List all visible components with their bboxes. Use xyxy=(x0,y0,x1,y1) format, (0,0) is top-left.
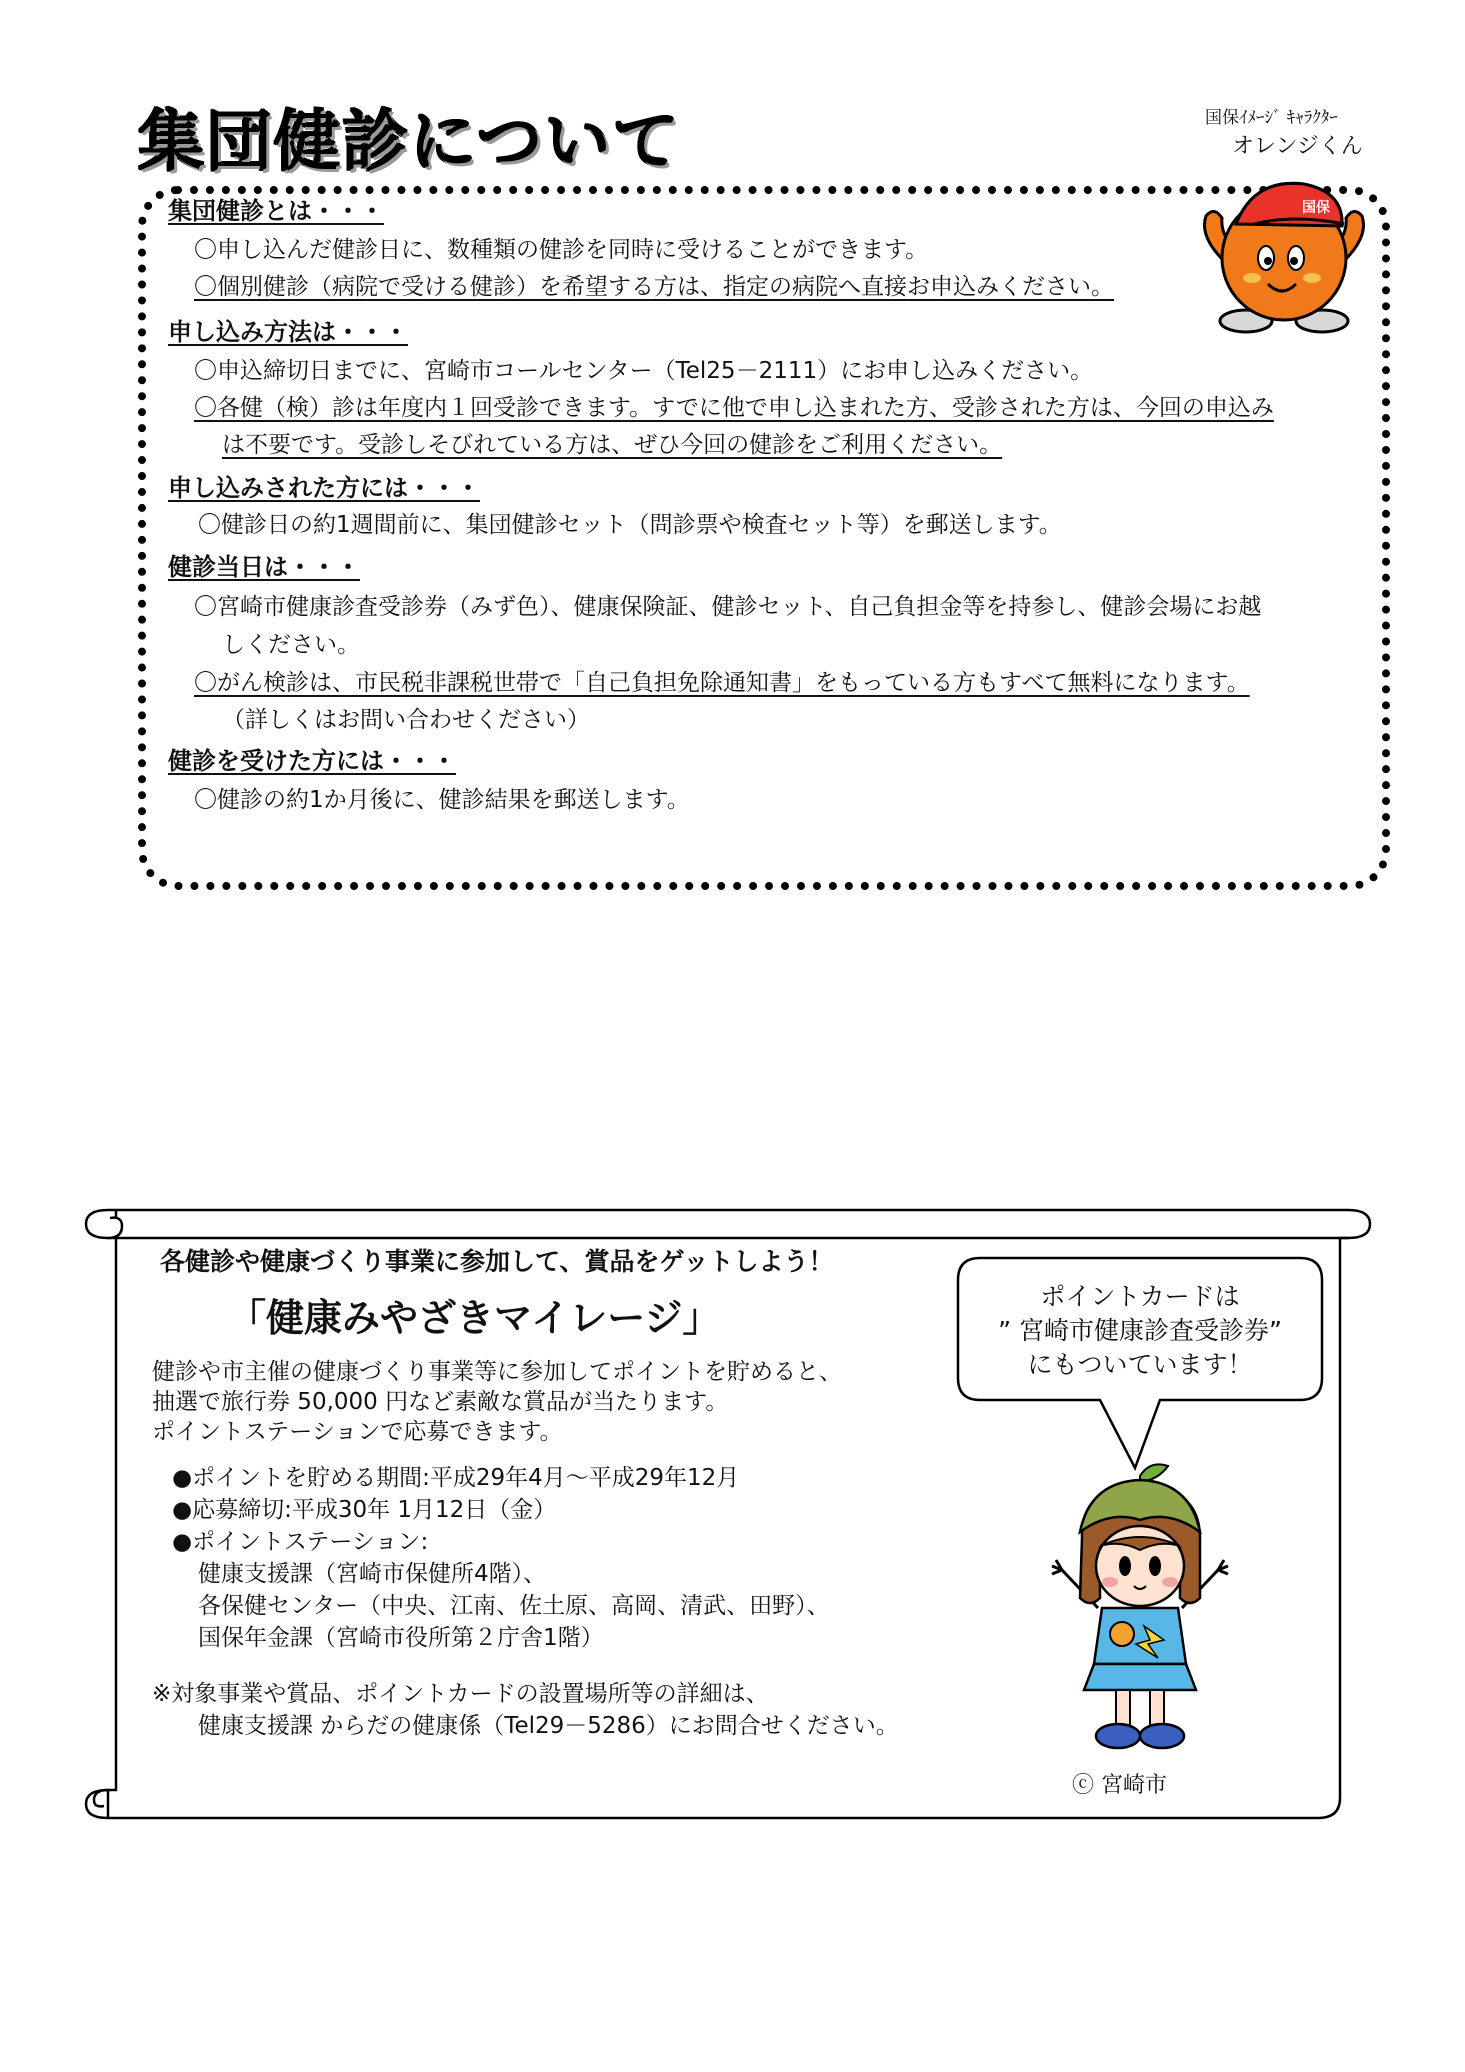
station-2: 各保健センター（中央、江南、佐土原、高岡、清武、田野）、 xyxy=(198,1593,830,1619)
about-item-1: 〇申し込んだ健診日に、数種類の健診を同時に受けることができます。 xyxy=(194,237,929,263)
mileage-title: 「健康みやざきマイレージ」 xyxy=(228,1296,721,1340)
page-title: 集団健診について xyxy=(138,103,681,180)
copyright-text: ⓒ 宮崎市 xyxy=(1072,1773,1167,1798)
orange-mascot-illustration xyxy=(1184,166,1384,336)
section-heading-checkup-day: 健診当日は・・・ xyxy=(168,553,360,581)
station-3: 国保年金課（宮崎市役所第２庁舎1階） xyxy=(198,1625,604,1651)
checkup-day-item-2: しください。 xyxy=(222,632,360,658)
mileage-tagline: 各健診や健康づくり事業に参加して、賞品をゲットしよう！ xyxy=(160,1247,834,1276)
station-1: 健康支援課（宮崎市保健所4階）、 xyxy=(198,1561,547,1587)
applied-item-1: 〇健診日の約1週間前に、集団健診セット（問診票や検査セット等）を郵送します。 xyxy=(198,512,1062,538)
checkup-day-item-1: 〇宮崎市健康診査受診券（みず色）、健康保険証、健診セット、自己負担金等を持参し、健診会場にお越 xyxy=(194,594,1262,620)
after-item-1: 〇健診の約1か月後に、健診結果を郵送します。 xyxy=(194,787,690,813)
mileage-detail-deadline: ●応募締切:平成30年 1月12日（金） xyxy=(172,1497,557,1523)
apply-item-2: 〇各健（検）診は年度内１回受診できます。すでに他で申し込まれた方、受診された方は、今回の申込み xyxy=(194,395,1274,421)
section-heading-apply: 申し込み方法は・・・ xyxy=(168,318,408,346)
apply-item-3: は不要です。受診しそびれている方は、ぜひ今回の健診をご利用ください。 xyxy=(222,432,1003,458)
apply-item-1: 〇申込締切日までに、宮崎市コールセンター（Tel25－2111）にお申し込みください。 xyxy=(194,358,1094,384)
mileage-note-2: 健康支援課 からだの健康係（Tel29－5286）にお問合せください。 xyxy=(198,1713,899,1739)
about-item-2: 〇個別健診（病院で受ける健診）を希望する方は、指定の病院へ直接お申込みください。 xyxy=(194,274,1114,300)
bubble-line-2: ” 宮崎市健康診査受診券” xyxy=(998,1316,1282,1345)
section-heading-after: 健診を受けた方には・・・ xyxy=(168,747,456,775)
checkup-day-item-4: （詳しくはお問い合わせください） xyxy=(222,707,590,733)
girl-mascot-illustration xyxy=(1040,1458,1240,1758)
cap-badge-text: 国保 xyxy=(1302,200,1330,216)
section-heading-about: 集団健診とは・・・ xyxy=(168,197,384,225)
character-name: オレンジくん xyxy=(1232,134,1363,159)
mileage-detail-stations: ●ポイントステーション: xyxy=(172,1529,429,1555)
section-heading-applied: 申し込みされた方には・・・ xyxy=(168,474,480,502)
mileage-intro-2: 抽選で旅行券 50,000 円など素敵な賞品が当たります。 xyxy=(152,1389,729,1415)
mileage-note-1: ※対象事業や賞品、ポイントカードの設置場所等の詳細は、 xyxy=(152,1681,769,1707)
bubble-line-1: ポイントカードは xyxy=(1040,1282,1240,1311)
character-credit: 国保ｲﾒｰｼﾞ ｷｬﾗｸﾀｰ xyxy=(1205,108,1338,128)
checkup-day-item-3: 〇がん検診は、市民税非課税世帯で「自己負担免除通知書」をもっている方もすべて無料になります。 xyxy=(194,670,1250,696)
bubble-line-3: にもついています！ xyxy=(1027,1350,1253,1379)
mileage-detail-period: ●ポイントを貯める期間:平成29年4月～平成29年12月 xyxy=(172,1465,740,1491)
mileage-intro-3: ポイントステーションで応募できます。 xyxy=(152,1419,563,1445)
mileage-intro-1: 健診や市主催の健康づくり事業等に参加してポイントを貯めると、 xyxy=(152,1359,842,1385)
